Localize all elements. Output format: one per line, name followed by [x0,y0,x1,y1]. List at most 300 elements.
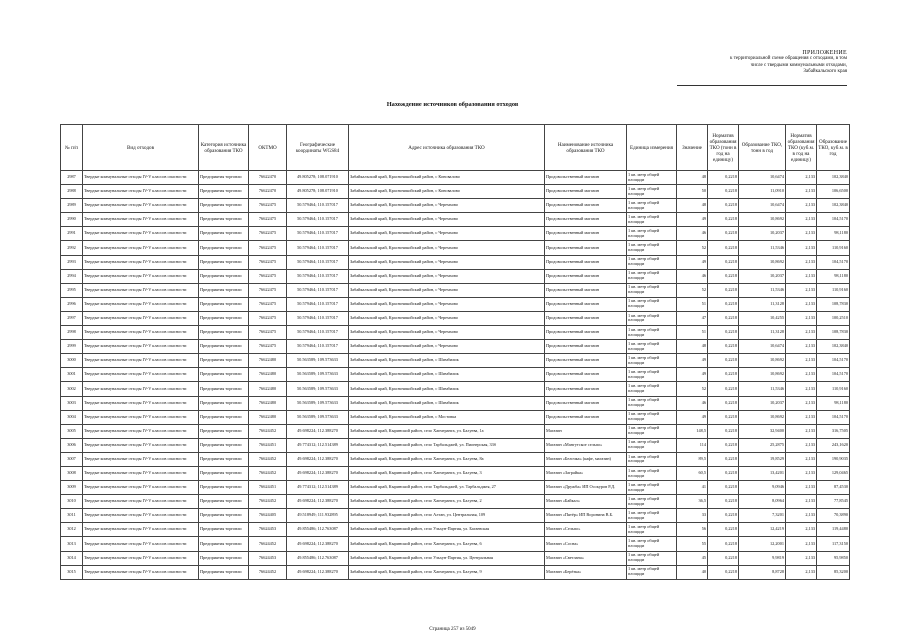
header-volume-cubic: Образование ТКО, куб.м. в год [817,125,850,171]
cell-unit: 1 кв. метр общей площади [627,199,677,213]
cell-source-category: Предприятия торговли [199,354,249,368]
cell-norm-cubic: 2,133 [786,171,817,185]
cell-oktmo-code: 76622475 [249,227,287,241]
cell-address: Забайкальский край, Красночикойский район, с Шимбилик [349,382,545,396]
cell-volume-tons: 32,9400 [739,424,786,438]
appendix-underline [677,85,847,86]
cell-oktmo-code: 76622475 [249,213,287,227]
cell-volume-tons: 10,2037 [739,396,786,410]
cell-row-number: 2995 [61,283,83,297]
cell-waste-type: Твердые коммунальные отходы IV-V классов опасности [83,340,199,354]
cell-value: 33 [677,509,708,523]
cell-coordinates: 49.774312; 112.514389 [287,438,349,452]
cell-coordinates: 50.579464; 110.157017 [287,326,349,340]
appendix-line-2: числе с твердыми коммунальными отходами, [750,62,847,68]
appendix-line-3: Забайкальского края [803,69,847,75]
cell-coordinates: 50.579464; 110.157017 [287,255,349,269]
cell-source-name: Продовольственный магазин [545,213,627,227]
cell-address: Забайкальский край, Красночикойский район, с Черемхово [349,311,545,325]
cell-volume-tons: 10,6474 [739,199,786,213]
cell-volume-tons: 10,8692 [739,354,786,368]
cell-row-number: 3015 [61,565,83,579]
header-address: Адрес источника образования ТКО [349,125,545,171]
cell-waste-type: Твердые коммунальные отходы IV-V классов опасности [83,424,199,438]
cell-volume-cubic: 102,3840 [817,340,850,354]
cell-unit: 1 кв. метр общей площади [627,438,677,452]
cell-waste-type: Твердые коммунальные отходы IV-V классов опасности [83,565,199,579]
cell-norm-tons: 0,2218 [708,340,739,354]
cell-coordinates: 49.698224; 112.388270 [287,466,349,480]
cell-volume-cubic: 316,7505 [817,424,850,438]
cell-norm-cubic: 2,133 [786,565,817,579]
cell-coordinates: 50.563589; 109.573633 [287,354,349,368]
cell-norm-tons: 0,2218 [708,551,739,565]
cell-source-name: Продовольственный магазин [545,185,627,199]
table-row [61,495,850,509]
cell-norm-cubic: 2,133 [786,241,817,255]
cell-source-category: Предприятия торговли [199,551,249,565]
cell-value: 45 [677,551,708,565]
cell-address: Забайкальский край, Красночикойский район, с Черемхово [349,326,545,340]
cell-source-name: Продовольственный магазин [545,241,627,255]
cell-waste-type: Твердые коммунальные отходы IV-V классов опасности [83,311,199,325]
cell-norm-cubic: 2,133 [786,537,817,551]
appendix-line-1: к территориальной схеме обращения с отходами, в том [730,56,847,62]
cell-norm-tons: 0,2218 [708,438,739,452]
cell-volume-tons: 11,5346 [739,241,786,255]
cell-volume-cubic: 77,8545 [817,495,850,509]
cell-volume-cubic: 87,4530 [817,481,850,495]
cell-address: Забайкальский край, Красночикойский район, с Черемхово [349,213,545,227]
cell-address: Забайкальский край, Красночикойский район, с Черемхово [349,241,545,255]
cell-waste-type: Твердые коммунальные отходы IV-V классов опасности [83,551,199,565]
cell-row-number: 2999 [61,340,83,354]
cell-oktmo-code: 76622475 [249,326,287,340]
cell-row-number: 2998 [61,326,83,340]
cell-address: Забайкальский край, Красночикойский район, с Черемхово [349,297,545,311]
cell-volume-tons: 10,8692 [739,255,786,269]
cell-row-number: 3003 [61,396,83,410]
cell-coordinates: 49.698224; 112.388270 [287,424,349,438]
table-row [61,297,850,311]
cell-address: Забайкальский край, Красночикойский район, с Шимбилик [349,354,545,368]
cell-value: 49 [677,213,708,227]
cell-volume-cubic: 110,9160 [817,241,850,255]
cell-norm-tons: 0,2218 [708,410,739,424]
cell-address: Забайкальский край, Красночикойский район, с Черемхово [349,199,545,213]
header-oktmo: ОКТМО [249,125,287,171]
cell-volume-cubic: 70,3890 [817,509,850,523]
cell-volume-cubic: 95,9850 [817,551,850,565]
cell-oktmo-code: 76622475 [249,297,287,311]
cell-source-name: Магазин «Белочка» (кафе, магазин) [545,452,627,466]
document-title: Нахождение источников образования отходов [386,101,519,108]
cell-norm-cubic: 2,133 [786,255,817,269]
cell-volume-cubic: 110,9160 [817,382,850,396]
cell-norm-cubic: 2,133 [786,424,817,438]
cell-address: Забайкальский край, Красночикойский район, с Шимбилик [349,396,545,410]
cell-norm-cubic: 2,133 [786,523,817,537]
cell-volume-tons: 7,3201 [739,509,786,523]
cell-oktmo-code: 76622480 [249,410,287,424]
cell-address: Забайкальский край, Кыринский район, село Хапчеранга, ул. Балуева, 9 [349,565,545,579]
cell-row-number: 3005 [61,424,83,438]
cell-norm-tons: 0,2218 [708,466,739,480]
cell-source-name: Продовольственный магазин [545,340,627,354]
cell-norm-cubic: 2,133 [786,269,817,283]
cell-oktmo-code: 76624451 [249,481,287,495]
cell-row-number: 2992 [61,241,83,255]
cell-norm-tons: 0,2218 [708,283,739,297]
cell-coordinates: 49.855486; 112.763087 [287,551,349,565]
cell-source-category: Предприятия торговли [199,565,249,579]
cell-coordinates: 49.518949; 111.932895 [287,509,349,523]
cell-norm-tons: 0,2218 [708,396,739,410]
cell-waste-type: Твердые коммунальные отходы IV-V классов опасности [83,354,199,368]
cell-oktmo-code: 76624452 [249,424,287,438]
cell-value: 49 [677,410,708,424]
cell-volume-cubic: 104,5170 [817,213,850,227]
cell-value: 48 [677,340,708,354]
cell-source-category: Предприятия торговли [199,509,249,523]
cell-waste-type: Твердые коммунальные отходы IV-V классов опасности [83,410,199,424]
table-row [61,354,850,368]
table-row [61,171,850,185]
cell-norm-tons: 0,2218 [708,297,739,311]
cell-unit: 1 кв. метр общей площади [627,311,677,325]
cell-unit: 1 кв. метр общей площади [627,340,677,354]
cell-unit: 1 кв. метр общей площади [627,495,677,509]
cell-norm-cubic: 2,133 [786,382,817,396]
cell-source-name: Продовольственный магазин [545,311,627,325]
cell-oktmo-code: 76624452 [249,537,287,551]
cell-waste-type: Твердые коммунальные отходы IV-V классов опасности [83,396,199,410]
cell-source-name: Магазин «Мангутское сельпо» [545,438,627,452]
cell-coordinates: 50.579464; 110.157017 [287,283,349,297]
cell-source-category: Предприятия торговли [199,481,249,495]
cell-source-category: Предприятия торговли [199,185,249,199]
table-row [61,269,850,283]
cell-source-name: Магазин «Берёзка» [545,565,627,579]
cell-volume-tons: 11,3128 [739,297,786,311]
cell-waste-type: Твердые коммунальные отходы IV-V классов опасности [83,382,199,396]
cell-norm-tons: 0,2218 [708,185,739,199]
table-row [61,227,850,241]
cell-volume-tons: 10,8692 [739,213,786,227]
cell-row-number: 3009 [61,481,83,495]
cell-volume-cubic: 117,3150 [817,537,850,551]
cell-value: 46 [677,396,708,410]
cell-address: Забайкальский край, Кыринский район, село Хапчеранга, ул. Балуева, 8а [349,452,545,466]
cell-unit: 1 кв. метр общей площади [627,410,677,424]
cell-oktmo-code: 76622470 [249,185,287,199]
cell-volume-cubic: 102,3840 [817,199,850,213]
cell-waste-type: Твердые коммунальные отходы IV-V классов опасности [83,241,199,255]
cell-volume-cubic: 190,9035 [817,452,850,466]
header-norm-tons: Норматив образования ТКО (тонн в год на единицу) [708,125,739,171]
header-category: Категория источника образования ТКО [199,125,249,171]
cell-source-name: Продовольственный магазин [545,227,627,241]
cell-row-number: 3011 [61,509,83,523]
cell-norm-tons: 0,2218 [708,523,739,537]
table-row [61,509,850,523]
cell-source-category: Предприятия торговли [199,283,249,297]
cell-norm-cubic: 2,133 [786,495,817,509]
cell-value: 52 [677,241,708,255]
cell-value: 89,5 [677,452,708,466]
cell-source-name: Продовольственный магазин [545,396,627,410]
cell-norm-tons: 0,2218 [708,354,739,368]
table-body [61,171,850,580]
cell-oktmo-code: 76622475 [249,311,287,325]
cell-waste-type: Твердые коммунальные отходы IV-V классов опасности [83,438,199,452]
cell-source-category: Предприятия торговли [199,424,249,438]
cell-address: Забайкальский край, Кыринский район, село Тарбальджей, ул. Пионерская, 33б [349,438,545,452]
cell-oktmo-code: 76622475 [249,199,287,213]
cell-address: Забайкальский край, Кыринский район, село Тарбальджей, ул. Тарбальджея, 27 [349,481,545,495]
cell-norm-tons: 0,2218 [708,311,739,325]
cell-volume-tons: 9,9819 [739,551,786,565]
cell-source-category: Предприятия торговли [199,495,249,509]
cell-address: Забайкальский край, Красночикойский район, с Черемхово [349,227,545,241]
cell-value: 47 [677,311,708,325]
cell-coordinates: 49.698224; 112.388270 [287,452,349,466]
table-row [61,410,850,424]
table-row [61,185,850,199]
cell-row-number: 3004 [61,410,83,424]
cell-waste-type: Твердые коммунальные отходы IV-V классов опасности [83,297,199,311]
cell-source-category: Предприятия торговли [199,340,249,354]
cell-unit: 1 кв. метр общей площади [627,326,677,340]
table-row [61,311,850,325]
cell-norm-cubic: 2,133 [786,396,817,410]
cell-oktmo-code: 76622480 [249,382,287,396]
cell-source-name: Магазин «Байкал» [545,495,627,509]
cell-waste-type: Твердые коммунальные отходы IV-V классов опасности [83,213,199,227]
table-row [61,481,850,495]
cell-norm-cubic: 2,133 [786,509,817,523]
cell-source-category: Предприятия торговли [199,537,249,551]
cell-source-name: Продовольственный магазин [545,368,627,382]
cell-source-category: Предприятия торговли [199,438,249,452]
cell-row-number: 3001 [61,368,83,382]
cell-coordinates: 49.774312; 112.514389 [287,481,349,495]
cell-norm-tons: 0,2218 [708,537,739,551]
cell-source-category: Предприятия торговли [199,171,249,185]
cell-norm-cubic: 2,133 [786,551,817,565]
cell-address: Забайкальский край, Кыринский район, село Ульхун-Партия, ул. Центральная [349,551,545,565]
page-counter: Страница 257 из 5049 [429,627,476,632]
cell-unit: 1 кв. метр общей площади [627,255,677,269]
cell-address: Забайкальский край, Кыринский район, село Хапчеранга, ул. Балуева, 3 [349,466,545,480]
cell-norm-tons: 0,2218 [708,509,739,523]
cell-norm-cubic: 2,133 [786,481,817,495]
header-unit: Единица измерения [627,125,677,171]
cell-waste-type: Твердые коммунальные отходы IV-V классов опасности [83,255,199,269]
cell-source-category: Предприятия торговли [199,523,249,537]
cell-waste-type: Твердые коммунальные отходы IV-V классов опасности [83,481,199,495]
cell-waste-type: Твердые коммунальные отходы IV-V классов опасности [83,171,199,185]
table-row [61,466,850,480]
cell-oktmo-code: 76622475 [249,283,287,297]
cell-source-name: Продовольственный магазин [545,354,627,368]
cell-source-name: Продовольственный магазин [545,255,627,269]
cell-source-name: Продовольственный магазин [545,326,627,340]
cell-norm-tons: 0,2218 [708,199,739,213]
cell-value: 60,5 [677,466,708,480]
cell-value: 48 [677,171,708,185]
cell-address: Забайкальский край, Красночикойский район, с Мостовка [349,410,545,424]
cell-address: Забайкальский край, Красночикойский район, с Черемхово [349,255,545,269]
cell-unit: 1 кв. метр общей площади [627,241,677,255]
cell-unit: 1 кв. метр общей площади [627,452,677,466]
table-row [61,382,850,396]
cell-norm-tons: 0,2218 [708,326,739,340]
cell-unit: 1 кв. метр общей площади [627,269,677,283]
cell-norm-cubic: 2,133 [786,354,817,368]
cell-unit: 1 кв. метр общей площади [627,424,677,438]
cell-volume-tons: 11,5346 [739,382,786,396]
cell-coordinates: 50.579464; 110.157017 [287,199,349,213]
cell-unit: 1 кв. метр общей площади [627,227,677,241]
cell-coordinates: 49.698224; 112.388270 [287,565,349,579]
cell-norm-tons: 0,2218 [708,368,739,382]
cell-source-category: Предприятия торговли [199,269,249,283]
cell-unit: 1 кв. метр общей площади [627,551,677,565]
cell-source-name: Продовольственный магазин [545,199,627,213]
cell-unit: 1 кв. метр общей площади [627,396,677,410]
cell-source-category: Предприятия торговли [199,227,249,241]
cell-waste-type: Твердые коммунальные отходы IV-V классов опасности [83,269,199,283]
cell-oktmo-code: 76622475 [249,255,287,269]
cell-waste-type: Твердые коммунальные отходы IV-V классов опасности [83,495,199,509]
cell-norm-cubic: 2,133 [786,311,817,325]
cell-value: 51 [677,326,708,340]
cell-volume-tons: 10,2037 [739,269,786,283]
cell-row-number: 3010 [61,495,83,509]
cell-volume-tons: 19,8529 [739,452,786,466]
cell-waste-type: Твердые коммунальные отходы IV-V классов опасности [83,185,199,199]
cell-norm-tons: 0,2218 [708,382,739,396]
cell-volume-cubic: 243,1620 [817,438,850,452]
cell-unit: 1 кв. метр общей площади [627,213,677,227]
cell-volume-cubic: 104,5170 [817,354,850,368]
cell-volume-tons: 10,6474 [739,171,786,185]
cell-coordinates: 49.855486; 112.763087 [287,523,349,537]
cell-unit: 1 кв. метр общей площади [627,382,677,396]
cell-volume-cubic: 108,7830 [817,297,850,311]
cell-oktmo-code: 76624452 [249,495,287,509]
cell-unit: 1 кв. метр общей площади [627,466,677,480]
table-row [61,283,850,297]
cell-value: 50 [677,185,708,199]
cell-volume-cubic: 129,0465 [817,466,850,480]
cell-value: 49 [677,354,708,368]
cell-waste-type: Твердые коммунальные отходы IV-V классов опасности [83,368,199,382]
appendix-block [677,50,847,76]
cell-waste-type: Твердые коммунальные отходы IV-V классов опасности [83,227,199,241]
cell-unit: 1 кв. метр общей площади [627,565,677,579]
cell-volume-tons: 8,8728 [739,565,786,579]
cell-volume-cubic: 106,6500 [817,185,850,199]
cell-source-name: Магазин [545,424,627,438]
cell-row-number: 2991 [61,227,83,241]
table-row [61,537,850,551]
table-row [61,396,850,410]
cell-source-name: Продовольственный магазин [545,382,627,396]
cell-waste-type: Твердые коммунальные отходы IV-V классов опасности [83,326,199,340]
table-row [61,241,850,255]
cell-source-category: Предприятия торговли [199,382,249,396]
table-row [61,199,850,213]
cell-norm-cubic: 2,133 [786,452,817,466]
cell-source-category: Предприятия торговли [199,255,249,269]
cell-norm-tons: 0,2218 [708,255,739,269]
cell-norm-cubic: 2,133 [786,466,817,480]
cell-norm-tons: 0,2218 [708,495,739,509]
cell-norm-cubic: 2,133 [786,213,817,227]
cell-norm-tons: 0,2218 [708,452,739,466]
cell-row-number: 3014 [61,551,83,565]
cell-row-number: 2994 [61,269,83,283]
table-row [61,255,850,269]
cell-volume-cubic: 98,1180 [817,269,850,283]
cell-waste-type: Твердые коммунальные отходы IV-V классов опасности [83,452,199,466]
cell-coordinates: 50.579464; 110.157017 [287,297,349,311]
cell-volume-tons: 25,2875 [739,438,786,452]
cell-volume-cubic: 98,1180 [817,227,850,241]
cell-oktmo-code: 76622480 [249,396,287,410]
cell-coordinates: 50.563589; 109.573633 [287,396,349,410]
cell-oktmo-code: 76622480 [249,354,287,368]
table-row [61,565,850,579]
cell-waste-type: Твердые коммунальные отходы IV-V классов опасности [83,283,199,297]
cell-waste-type: Твердые коммунальные отходы IV-V классов опасности [83,523,199,537]
cell-volume-cubic: 85,3200 [817,565,850,579]
cell-norm-tons: 0,2218 [708,269,739,283]
cell-volume-tons: 8,0964 [739,495,786,509]
cell-unit: 1 кв. метр общей площади [627,283,677,297]
cell-value: 114 [677,438,708,452]
cell-volume-tons: 10,2037 [739,227,786,241]
cell-volume-cubic: 102,3840 [817,171,850,185]
cell-value: 48 [677,199,708,213]
cell-row-number: 2989 [61,199,83,213]
cell-value: 49 [677,255,708,269]
cell-value: 51 [677,297,708,311]
table-row [61,523,850,537]
cell-address: Забайкальский край, Красночикойский район, с Черемхово [349,340,545,354]
cell-source-category: Предприятия торговли [199,326,249,340]
cell-volume-cubic: 104,5170 [817,255,850,269]
cell-source-name: Магазин «Дружба» ИП Осокуров Р.Д. [545,481,627,495]
appendix-title: ПРИЛОЖЕНИЕ [802,50,847,56]
cell-source-name: Магазин «Сосна» [545,537,627,551]
cell-source-category: Предприятия торговли [199,410,249,424]
cell-oktmo-code: 76624453 [249,551,287,565]
table-row [61,452,850,466]
cell-address: Забайкальский край, Красночикойский район, с Черемхово [349,283,545,297]
cell-volume-tons: 12,4219 [739,523,786,537]
cell-volume-cubic: 98,1180 [817,396,850,410]
cell-volume-tons: 13,4201 [739,466,786,480]
cell-unit: 1 кв. метр общей площади [627,297,677,311]
cell-norm-cubic: 2,133 [786,283,817,297]
cell-value: 40 [677,565,708,579]
cell-row-number: 2997 [61,311,83,325]
cell-norm-cubic: 2,133 [786,297,817,311]
cell-source-category: Предприятия торговли [199,241,249,255]
